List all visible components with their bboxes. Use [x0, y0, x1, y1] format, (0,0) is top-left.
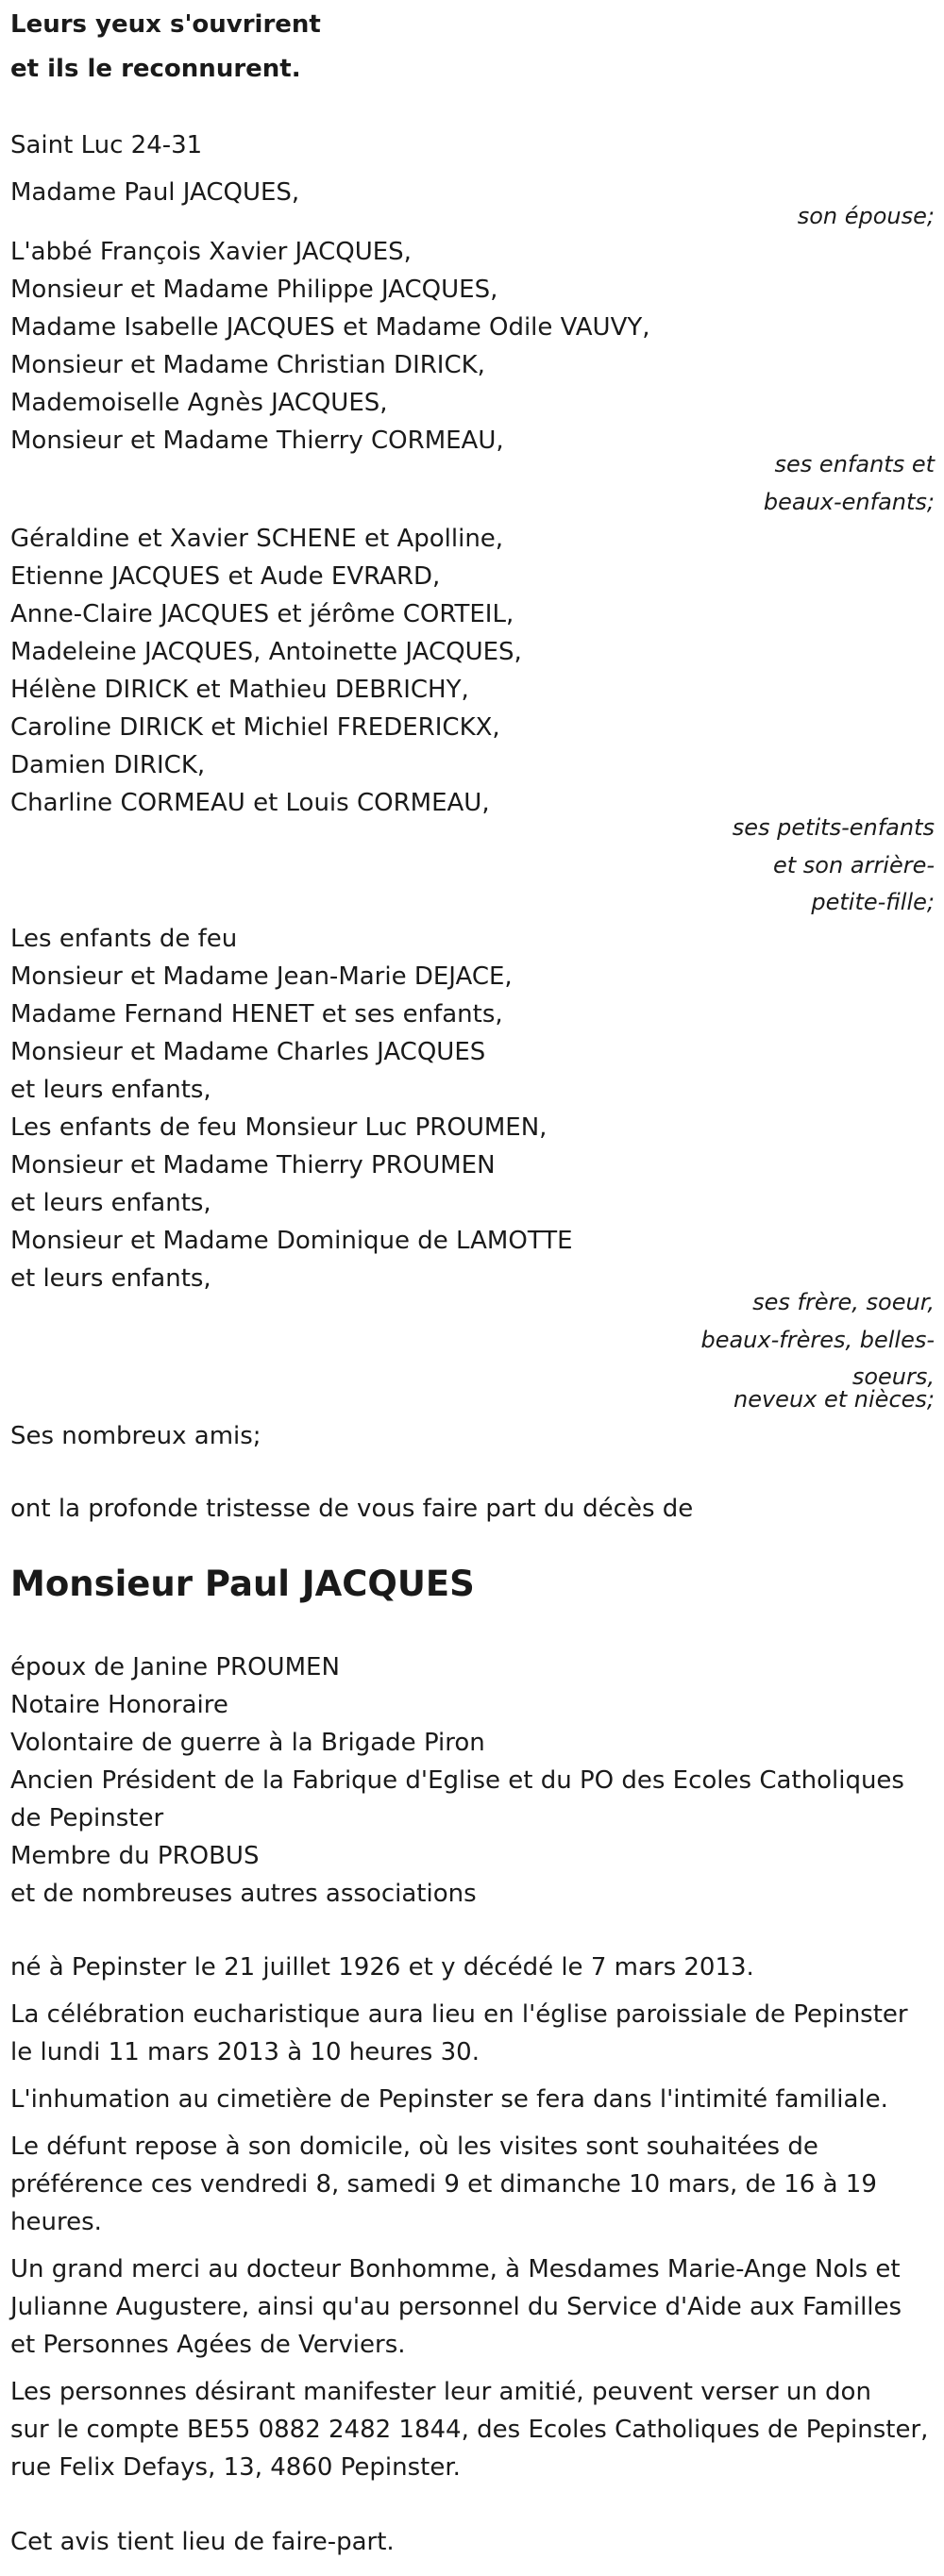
- title-line: Ancien Président de la Fabrique d'Eglise et du PO des Ecoles Catholiques: [10, 1766, 904, 1795]
- deceased-name: Monsieur Paul JACQUES: [10, 1564, 475, 1604]
- children-role: ses enfants et: [774, 451, 935, 477]
- announcement-line: ont la profonde tristesse de vous faire part du décès de: [10, 1495, 694, 1523]
- children-line: Monsieur et Madame Christian DIRICK,: [10, 351, 485, 379]
- grandchildren-line: Damien DIRICK,: [10, 751, 206, 779]
- children-line: L'abbé François Xavier JACQUES,: [10, 238, 412, 266]
- siblings-line: Les enfants de feu Monsieur Luc PROUMEN,: [10, 1113, 548, 1142]
- siblings-line: Monsieur et Madame Charles JACQUES: [10, 1038, 486, 1066]
- scripture-reference: Saint Luc 24-31: [10, 131, 203, 159]
- grandchildren-line: Géraldine et Xavier SCHENE et Apolline,: [10, 525, 504, 553]
- visits-line: préférence ces vendredi 8, samedi 9 et dimanche 10 mars, de 16 à 19: [10, 2170, 877, 2199]
- title-line: époux de Janine PROUMEN: [10, 1653, 340, 1681]
- children-line: Mademoiselle Agnès JACQUES,: [10, 389, 388, 417]
- title-line: Volontaire de guerre à la Brigade Piron: [10, 1729, 485, 1757]
- siblings-line: et leurs enfants,: [10, 1076, 211, 1104]
- siblings-line: Monsieur et Madame Jean-Marie DEJACE,: [10, 962, 513, 991]
- grandchildren-line: Caroline DIRICK et Michiel FREDERICKX,: [10, 713, 500, 742]
- friends-line: Ses nombreux amis;: [10, 1422, 261, 1450]
- siblings-line: Les enfants de feu: [10, 925, 238, 953]
- siblings-role: neveux et nièces;: [733, 1386, 935, 1413]
- siblings-line: Monsieur et Madame Thierry PROUMEN: [10, 1151, 496, 1179]
- grandchildren-role: ses petits-enfants: [732, 814, 935, 841]
- donation-line: rue Felix Defays, 13, 4860 Pepinster.: [10, 2453, 461, 2482]
- siblings-line: et leurs enfants,: [10, 1264, 211, 1293]
- spouse-line: Madame Paul JACQUES,: [10, 178, 300, 207]
- siblings-role: beaux-frères, belles-: [700, 1327, 935, 1353]
- birth-death-line: né à Pepinster le 21 juillet 1926 et y décédé le 7 mars 2013.: [10, 1953, 754, 1982]
- children-role: beaux-enfants;: [763, 489, 935, 515]
- grandchildren-line: Charline CORMEAU et Louis CORMEAU,: [10, 789, 490, 817]
- donation-line: sur le compte BE55 0882 2482 1844, des Ecoles Catholiques de Pepinster,: [10, 2416, 929, 2444]
- closing-line: Cet avis tient lieu de faire-part.: [10, 2528, 395, 2556]
- children-line: Monsieur et Madame Thierry CORMEAU,: [10, 427, 504, 455]
- donation-line: Les personnes désirant manifester leur amitié, peuvent verser un don: [10, 2378, 871, 2406]
- spouse-role: son épouse;: [797, 203, 935, 229]
- grandchildren-line: Madeleine JACQUES, Antoinette JACQUES,: [10, 638, 522, 666]
- burial-line: L'inhumation au cimetière de Pepinster se fera dans l'intimité familiale.: [10, 2085, 888, 2114]
- title-line: de Pepinster: [10, 1804, 164, 1832]
- children-line: Monsieur et Madame Philippe JACQUES,: [10, 276, 498, 304]
- siblings-line: et leurs enfants,: [10, 1189, 211, 1217]
- verse-line: et ils le reconnurent.: [10, 55, 301, 83]
- grandchildren-role: petite-fille;: [811, 889, 935, 915]
- visits-line: Le défunt repose à son domicile, où les visites sont souhaitées de: [10, 2133, 818, 2161]
- title-line: et de nombreuses autres associations: [10, 1880, 477, 1908]
- ceremony-line: le lundi 11 mars 2013 à 10 heures 30.: [10, 2038, 480, 2066]
- visits-line: heures.: [10, 2208, 102, 2236]
- verse-line: Leurs yeux s'ouvrirent: [10, 10, 321, 39]
- title-line: Membre du PROBUS: [10, 1842, 260, 1870]
- title-line: Notaire Honoraire: [10, 1691, 228, 1719]
- grandchildren-line: Etienne JACQUES et Aude EVRARD,: [10, 562, 441, 591]
- children-line: Madame Isabelle JACQUES et Madame Odile VAUVY,: [10, 313, 650, 342]
- grandchildren-line: Hélène DIRICK et Mathieu DEBRICHY,: [10, 676, 469, 704]
- siblings-line: Monsieur et Madame Dominique de LAMOTTE: [10, 1227, 573, 1255]
- ceremony-line: La célébration eucharistique aura lieu en l'église paroissiale de Pepinster: [10, 2000, 908, 2029]
- siblings-role: ses frère, soeur,: [752, 1289, 935, 1315]
- siblings-role: soeurs,: [851, 1363, 935, 1390]
- thanks-line: Un grand merci au docteur Bonhomme, à Mesdames Marie-Ange Nols et: [10, 2255, 901, 2283]
- thanks-line: Julianne Augustere, ainsi qu'au personnel du Service d'Aide aux Familles: [10, 2293, 902, 2321]
- grandchildren-role: et son arrière-: [773, 852, 935, 878]
- siblings-line: Madame Fernand HENET et ses enfants,: [10, 1000, 503, 1029]
- thanks-line: et Personnes Agées de Verviers.: [10, 2331, 406, 2359]
- grandchildren-line: Anne-Claire JACQUES et jérôme CORTEIL,: [10, 600, 514, 628]
